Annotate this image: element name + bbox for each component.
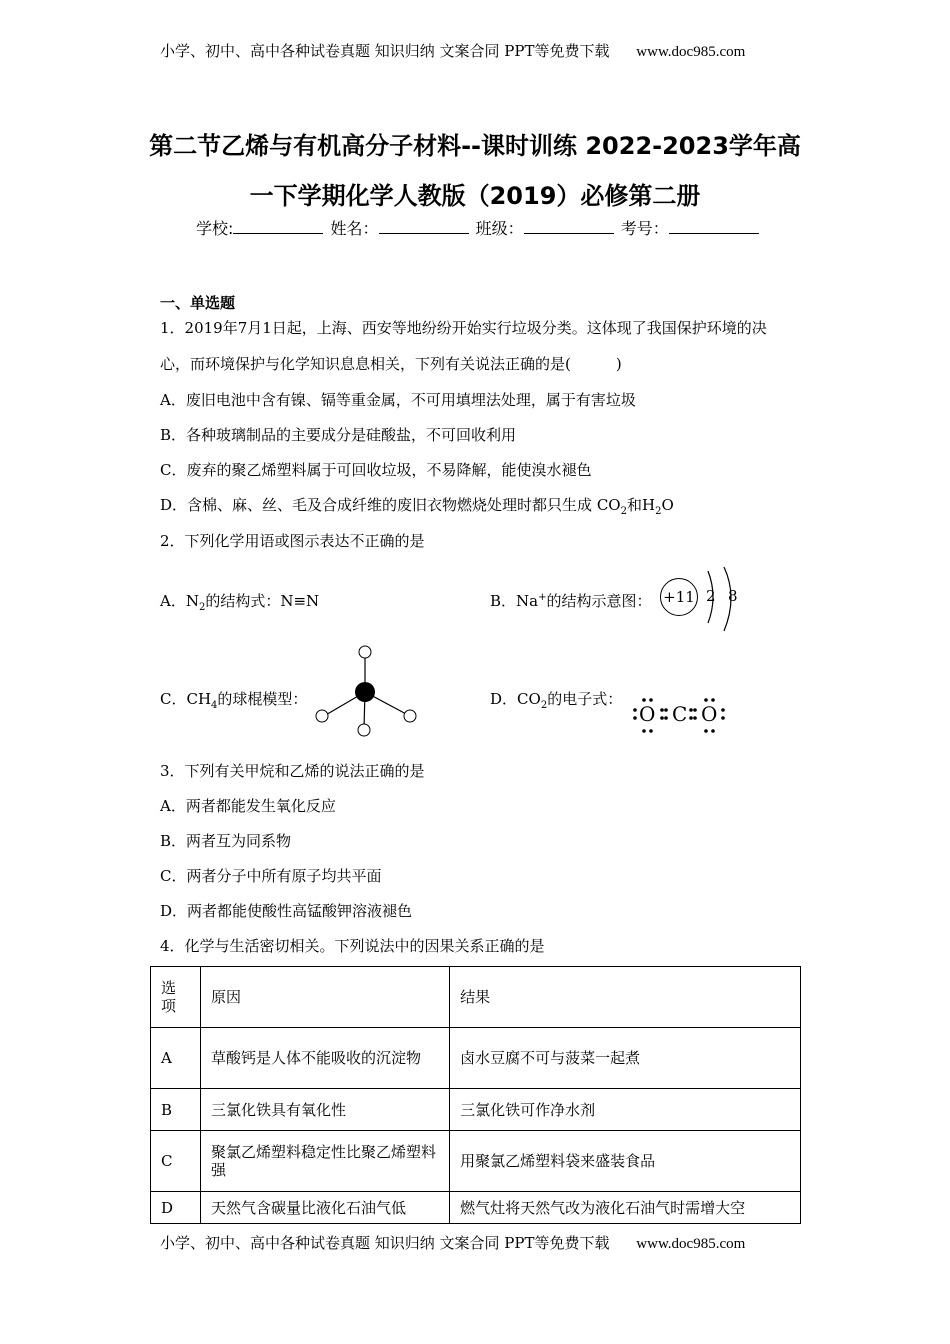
school-label: 学校:: [196, 219, 234, 238]
cell-cause: 聚氯乙烯塑料稳定性比聚乙烯塑料强: [200, 1131, 449, 1192]
hydrogen-atom: [358, 724, 370, 736]
table-row: [151, 1192, 801, 1224]
q1-option-c: C．废弃的聚乙烯塑料属于可回收垃圾，不易降解，能使溴水褪色: [160, 461, 592, 479]
cell-option: D: [151, 1192, 201, 1224]
q3-option-b: B．两者互为同系物: [160, 832, 292, 850]
q2-option-b: [490, 590, 652, 611]
q1-d-h: H: [641, 496, 656, 514]
table-header-row: [151, 967, 801, 1028]
q2-d-suffix: 的电子式：: [547, 690, 623, 708]
q4-stem: 4．化学与生活密切相关。下列说法中的因果关系正确的是: [160, 937, 545, 955]
ch4-ball-stick-model: [310, 640, 430, 740]
hydrogen-atom: [359, 646, 371, 658]
table-row: [151, 1089, 801, 1131]
footer-url[interactable]: www.doc985.com: [636, 1236, 746, 1252]
q2-stem: 2．下列化学用语或图示表达不正确的是: [160, 532, 425, 550]
hydrogen-atom: [404, 710, 416, 722]
q4-table: [150, 966, 801, 1224]
q2-d-sub: 2: [540, 700, 548, 711]
footer-text: 小学、初中、高中各种试卷真题 知识归纳 文案合同 PPT等免费下载: [160, 1234, 610, 1252]
name-label: 姓名：: [330, 219, 379, 238]
q3-option-a: A．两者都能发生氧化反应: [160, 797, 336, 815]
cell-cause: 天然气含碳量比液化石油气低: [200, 1192, 449, 1224]
q1-d-co2: CO: [596, 496, 621, 514]
carbon-atom: [355, 682, 375, 702]
q2-a-suffix: 的结构式：N≡N: [205, 592, 320, 610]
na-nucleus-circle: +11: [660, 578, 698, 616]
cell-cause: 草酸钙是人体不能吸收的沉淀物: [200, 1028, 449, 1089]
class-label: 班级：: [475, 219, 524, 238]
q2-a-prefix: A．N: [160, 592, 199, 610]
header-cell-option: 选项: [151, 967, 201, 1028]
q3-option-c: C．两者分子中所有原子均共平面: [160, 867, 382, 885]
page-header: [160, 40, 745, 61]
electron-dots: [633, 696, 733, 736]
q1-stem: 1．2019年7月1日起，上海、西安等地纷纷开始实行垃圾分类。这体现了我国保护环境的决心，而环境保护与化学知识息息相关，下列有关说法正确的是( ): [160, 319, 767, 373]
class-blank[interactable]: [524, 219, 614, 234]
cell-option: B: [151, 1089, 201, 1131]
name-blank[interactable]: [379, 219, 469, 234]
cell-cause: 三氯化铁具有氧化性: [200, 1089, 449, 1131]
student-info-line: [196, 216, 761, 239]
q1-d-prefix: D．含棉、麻、丝、毛及合成纤维的废旧衣物燃烧处理时都只生成: [160, 496, 593, 514]
shell-2-count: 8: [728, 587, 738, 605]
co2-electron-formula: [633, 696, 733, 736]
q2-option-c: [160, 688, 307, 711]
cell-result: 卤水豆腐不可与菠菜一起煮: [450, 1028, 801, 1089]
number-label: 考号：: [620, 219, 669, 238]
shell-1-count: 2: [706, 587, 716, 605]
q1-d-and: 和: [626, 496, 642, 514]
q2-d-prefix: D．CO: [490, 690, 541, 708]
header-url[interactable]: www.doc985.com: [636, 44, 746, 60]
q2-b-suffix: 的结构示意图：: [546, 592, 652, 610]
q2-c-prefix: C．CH: [160, 690, 212, 708]
q2-c-sub: 4: [211, 700, 218, 711]
q1-option-b: B．各种玻璃制品的主要成分是硅酸盐，不可回收利用: [160, 426, 517, 444]
q3-stem: 3．下列有关甲烷和乙烯的说法正确的是: [160, 762, 425, 780]
number-blank[interactable]: [669, 219, 759, 234]
page-footer: [160, 1232, 745, 1253]
q2-b-prefix: B．Na: [490, 592, 539, 610]
co2-c: C: [672, 702, 688, 726]
q3-option-d: D．两者都能使酸性高锰酸钾溶液褪色: [160, 902, 413, 920]
table-row: [151, 1028, 801, 1089]
cell-result: 燃气灶将天然气改为液化石油气时需增大空: [450, 1192, 801, 1224]
co2-o-right: O: [701, 702, 718, 726]
q1-d-h2o-sub: 2: [655, 506, 662, 517]
table-row: [151, 1131, 801, 1192]
school-blank[interactable]: [233, 219, 323, 234]
hydrogen-atom: [316, 710, 328, 722]
cell-result: 三氯化铁可作净水剂: [450, 1089, 801, 1131]
header-cell-cause: 原因: [200, 967, 449, 1028]
cell-option: A: [151, 1028, 201, 1089]
q1-d-co2-sub: 2: [620, 506, 627, 517]
co2-o-left: O: [639, 702, 656, 726]
q2-b-sup: +: [538, 592, 547, 603]
header-cell-result: 结果: [450, 967, 801, 1028]
header-text: 小学、初中、高中各种试卷真题 知识归纳 文案合同 PPT等免费下载: [160, 42, 610, 60]
cell-result: 用聚氯乙烯塑料袋来盛装食品: [450, 1131, 801, 1192]
section-heading: 一、单选题: [160, 294, 236, 312]
q2-c-suffix: 的球棍模型：: [217, 690, 308, 708]
title-line-1: 第二节乙烯与有机高分子材料--课时训练 2022-2023学年高: [149, 132, 801, 160]
cell-option: C: [151, 1131, 201, 1192]
q1-option-d: [160, 494, 674, 517]
q1-d-o: O: [661, 496, 674, 514]
q2-option-a: [160, 590, 319, 613]
q1-option-a: A．废旧电池中含有镍、镉等重金属，不可用填埋法处理，属于有害垃圾: [160, 391, 636, 409]
q2-option-d: [490, 688, 622, 711]
title-line-2: 一下学期化学人教版（2019）必修第二册: [249, 182, 701, 210]
q2-a-sub: 2: [198, 602, 206, 613]
